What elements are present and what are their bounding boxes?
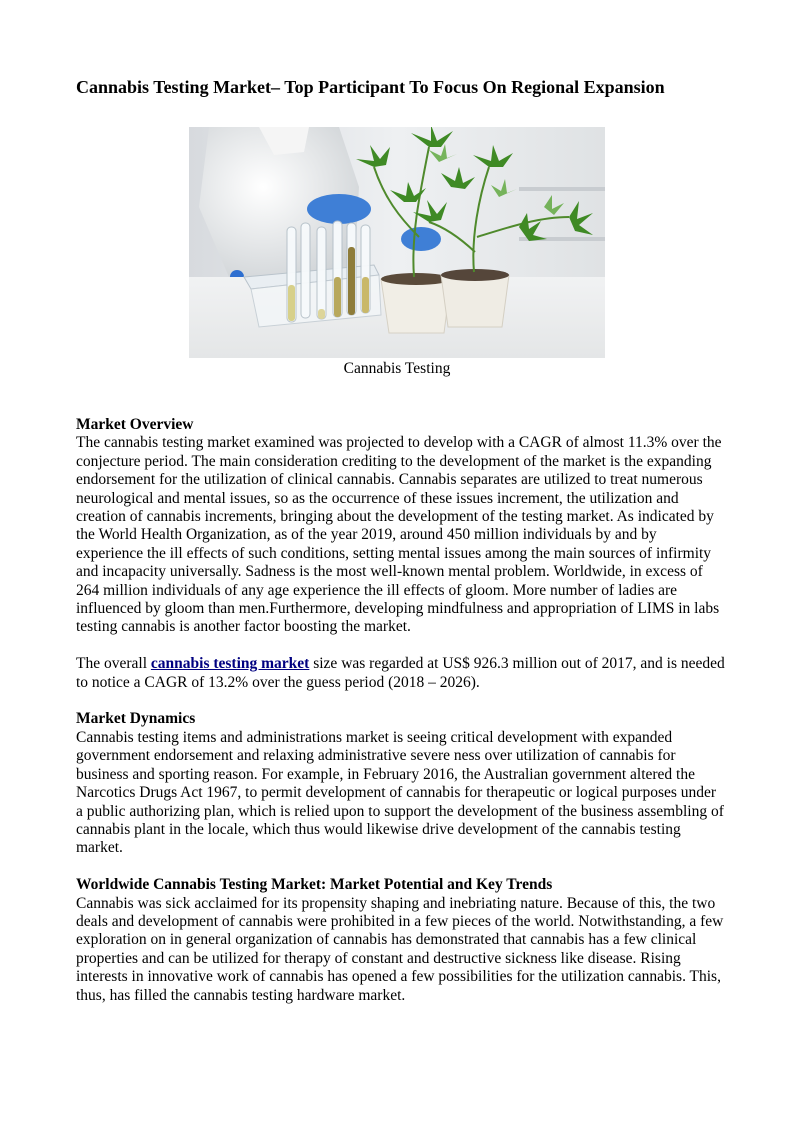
section-heading-market-dynamics: Market Dynamics	[76, 710, 196, 728]
market-size-prefix: The overall	[76, 655, 151, 673]
section-heading-key-trends: Worldwide Cannabis Testing Market: Market Potential and Key Trends	[76, 876, 553, 894]
key-trends-paragraph: Cannabis was sick acclaimed for its propensity shaping and inebriating nature. Because of this, the two deals and development of cannabis were prohibited in a few pieces of the world. Notwithstanding, a few exploration on in general organization of cannabis has demonstrated that cannabis has a few clinical properties and can be utilized for therapy of constant and destructive sickness like disease. Rising interests in innovative work of cannabis has opened a few possibilities for the utilization cannabis. This, thus, has filled the cannabis testing hardware market.	[76, 894, 724, 1004]
cannabis-lab-photo	[189, 127, 605, 358]
market-size-paragraph	[76, 655, 726, 692]
section-heading-market-overview: Market Overview	[76, 416, 194, 433]
market-overview-paragraph: The cannabis testing market examined was projected to develop with a CAGR of almost 11.3% over the conjecture period. The main consideration crediting to the development of the market is the expanding endorsement for the utilization of clinical cannabis. Cannabis separates are utilized to treat numerous neurological and mental issues, so as the occurrence of these issues increment, the utilization and creation of cannabis increments, bringing about the development of the testing market. As indicated by the World Health Organization, as of the year 2019, around 450 million individuals by and by experience the ill effects of such conditions, setting mental issues among the main sources of infirmity and incapacity universally. Sadness is the most well-known mental problem. Worldwide, in excess of 264 million individuals of any age experience the ill effects of gloom. More number of ladies are influenced by gloom than men.Furthermore, developing mindfulness and appropriation of LIMS in labs testing cannabis is another factor boosting the market.	[76, 434, 722, 636]
article-body	[76, 416, 726, 1005]
page-title: Cannabis Testing Market– Top Participant To Focus On Regional Expansion	[76, 77, 665, 97]
market-size-suffix: size was regarded at US$ 926.3 million out of 2017, and is needed to notice a CAGR of 13.2% over the guess period (2018 – 2026).	[76, 655, 725, 691]
market-dynamics-paragraph: Cannabis testing items and administrations market is seeing critical development with expanded government endorsement and relaxing administrative severe ness over utilization of cannabis for business and sporting reason. For example, in February 2016, the Australian government altered the Narcotics Drugs Act 1967, to permit development of cannabis for therapeutic or logical purposes under a public authorizing plan, which is relied upon to support the development of the business assembling of cannabis plant in the locale, which thus would likewise drive development of the cannabis testing market.	[76, 728, 724, 857]
cannabis-testing-market-link[interactable]: cannabis testing market	[150, 655, 310, 673]
figure-caption: Cannabis Testing	[343, 360, 451, 377]
